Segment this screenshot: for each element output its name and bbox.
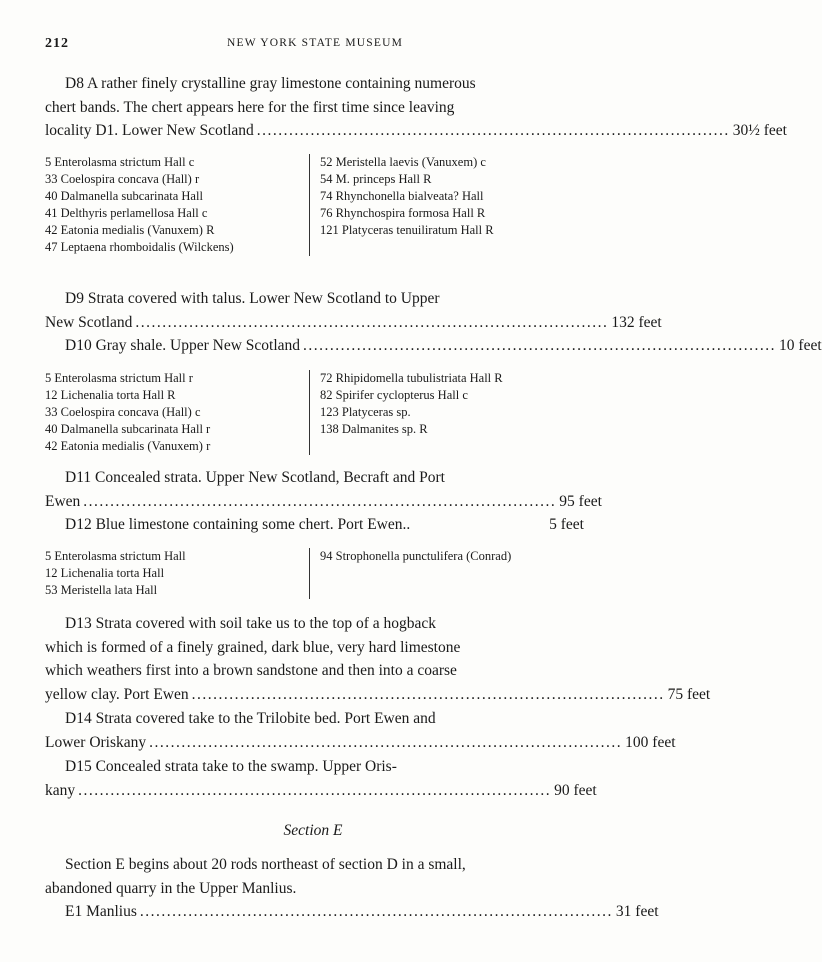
fossil-item: 74 Rhynchonella bialveata? Hall [320,189,484,203]
fossil-item: 82 Spirifer cyclopterus Hall c [320,388,468,402]
entry-d13 [45,612,711,706]
dot-leader: ........................................................................................ [139,903,613,920]
entry-last-line [45,779,597,803]
entry-text: which is formed of a finely grained, dark blue, very hard limestone [45,638,461,656]
fossil-list-d10 [45,370,585,455]
fossil-item: 5 Enterolasma strictum Hall c [45,155,195,169]
fossil-item: 12 Lichenalia torta Hall [45,566,165,580]
thickness: 10 feet [779,337,822,354]
dot-leader: ........................................................................................ [135,313,609,331]
thickness: 95 feet [559,492,602,510]
dot-leader: ........................................................................................ [149,733,623,751]
fossil-item: 40 Dalmanella subcarinata Hall r [45,422,211,436]
fossil-item: 42 Eatonia medialis (Vanuxem) R [45,223,215,237]
fossil-column-left [45,154,310,256]
fossil-item: 53 Meristella lata Hall [45,583,158,597]
fossil-item: 76 Rhynchospira formosa Hall R [320,206,486,220]
section-e-paragraph [45,853,659,924]
fossil-item: 138 Dalmanites sp. R [320,422,428,436]
dot-leader: ........................................................................................ [78,781,552,799]
thickness: 132 feet [611,313,662,331]
fossil-list-d12 [45,548,585,599]
section-heading: Section E [283,822,343,839]
entry-text: D9 Strata covered with talus. Lower New Scotland to Upper [65,290,440,307]
entry-text: D8 A rather finely crystalline gray limestone containing numerous [65,75,476,92]
fossil-column-left [45,370,310,455]
fossil-item: 12 Lichenalia torta Hall R [45,388,176,402]
entry-text: E1 Manlius [65,903,137,920]
dot-leader: ........................................................................................ [83,492,557,510]
entry-last-line [45,490,602,514]
entry-text: D15 Concealed strata take to the swamp. Upper Oris- [65,758,397,775]
dot-leader: ........................................................................................ [303,337,777,354]
running-title: NEW YORK STATE MUSEUM [226,37,404,49]
entry-last-line [45,513,584,537]
fossil-item: 94 Strophonella punctulifera (Conrad) [320,549,512,563]
fossil-item: 5 Enterolasma strictum Hall [45,549,186,563]
fossil-item: 40 Dalmanella subcarinata Hall [45,189,203,203]
entry-last-line [45,119,787,143]
fossil-item: 41 Delthyris perlamellosa Hall c [45,206,208,220]
thickness: 75 feet [667,685,711,703]
fossil-list-d8 [45,154,585,256]
paragraph-text: Section E begins about 20 rods northeast of section D in a small, [65,856,466,873]
entry-text: D13 Strata covered with soil take us to the top of a hogback [65,615,437,632]
page-number: 212 [45,36,69,51]
fossil-item: 47 Leptaena rhomboidalis (Wilckens) [45,240,234,254]
entry-last-line [45,683,711,707]
entry-d15 [45,755,597,802]
running-header [45,36,585,56]
entry-text: which weathers first into a brown sandstone and then into a coarse [45,662,457,679]
entry-last-line [45,311,662,335]
entry-d8 [45,72,787,143]
paragraph-text: abandoned quarry in the Upper Manlius. [45,879,297,897]
entry-text: locality D1. Lower New Scotland [45,122,254,139]
entry-d14 [45,707,676,754]
fossil-item: 33 Coelospira concava (Hall) r [45,172,200,186]
fossil-item: 42 Eatonia medialis (Vanuxem) r [45,439,211,453]
entry-text: D11 Concealed strata. Upper New Scotland, Becraft and Port [65,469,445,486]
entry-last-line [45,900,659,924]
fossil-item: 33 Coelospira concava (Hall) c [45,405,201,419]
fossil-column-left [45,548,310,599]
entry-text: kany [45,781,76,799]
entry-text: yellow clay. Port Ewen [45,685,189,703]
fossil-item: 121 Platyceras tenuiliratum Hall R [320,223,494,237]
fossil-item: 123 Platyceras sp. [320,405,411,419]
fossil-column-right [310,370,585,455]
thickness: 90 feet [554,781,597,799]
entry-last-line [45,334,822,358]
entry-text: New Scotland [45,313,133,331]
fossil-column-right [310,548,585,599]
entry-d11 [45,466,602,513]
entry-text: D14 Strata covered take to the Trilobite bed. Port Ewen and [65,710,436,727]
entry-text: Ewen [45,492,81,510]
fossil-item: 52 Meristella laevis (Vanuxem) c [320,155,486,169]
thickness: 30½ feet [732,122,787,139]
entry-last-line [45,731,676,755]
fossil-item: 5 Enterolasma strictum Hall r [45,371,193,385]
fossil-item: 72 Rhipidomella tubulistriata Hall R [320,371,503,385]
entry-d12 [45,513,584,537]
entry-text: Lower Oriskany [45,733,147,751]
thickness: 5 feet [549,516,584,533]
fossil-column-right [310,154,585,256]
dot-leader: ........................................................................................ [191,685,665,703]
entry-d9 [45,287,662,334]
entry-text: D10 Gray shale. Upper New Scotland [65,337,301,354]
thickness: 100 feet [625,733,676,751]
thickness: 31 feet [615,903,659,920]
dot-leader: ........................................................................................ [256,122,730,139]
fossil-item: 54 M. princeps Hall R [320,172,432,186]
entry-text: chert bands. The chert appears here for the first time since leaving [45,98,455,116]
entry-text: D12 Blue limestone containing some chert. Port Ewen.. [65,516,411,533]
entry-d10 [45,334,822,358]
